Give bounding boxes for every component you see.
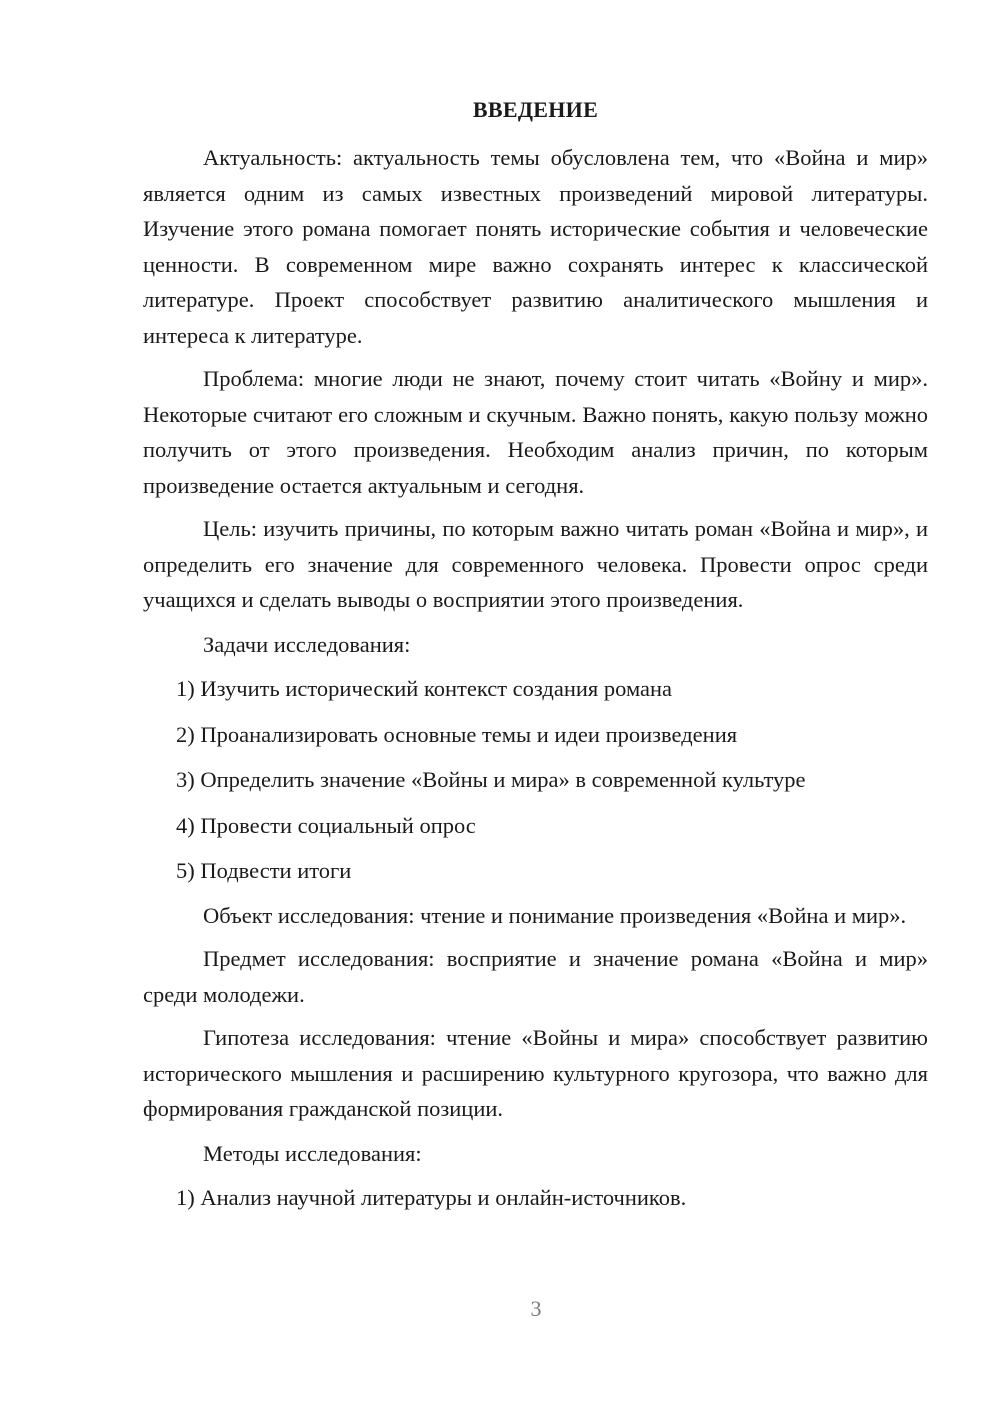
task-item-2: 2) Проанализировать основные темы и идеи произведения [176, 721, 738, 747]
task-item-5: 5) Подвести итоги [176, 858, 352, 883]
relevance-paragraph: Актуальность: актуальность темы обусловлена тем, что «Война и мир» является одним из самых известных произведений мировой литературы. Изучение этого романа помогает понять исторические события и человеческие ценности. В современном мире важно сохранять интерес к классической литературе. Проект способствует развитию аналитического мышления и интереса к литературе. [143, 145, 928, 348]
methods-list [143, 1180, 928, 1217]
subject-paragraph: Предмет исследования: восприятие и значение романа «Война и мир» среди молодежи. [143, 946, 928, 1007]
method-item-1: 1) Анализ научной литературы и онлайн-источников. [176, 1185, 687, 1210]
methods-heading: Методы исследования: [203, 1140, 422, 1166]
page-title: ВВЕДЕНИЕ [472, 97, 599, 122]
page-number: 3 [530, 1296, 542, 1321]
task-item-1: 1) Изучить исторический контекст создания романа [176, 676, 673, 701]
problem-paragraph: Проблема: многие люди не знают, почему стоит читать «Войну и мир». Некоторые считают его сложным и скучным. Важно понять, какую пользу можно получить от этого произведения. Необходим анализ причин, по которым произведение остается актуальным и сегодня. [143, 366, 928, 498]
goal-paragraph: Цель: изучить причины, по которым важно читать роман «Война и мир», и определить его значение для современного человека. Провести опрос среди учащихся и сделать выводы о восприятии этого произведения. [143, 516, 928, 612]
task-item-3: 3) Определить значение «Войны и мира» в современной культуре [176, 767, 806, 792]
task-item-4: 4) Провести социальный опрос [176, 812, 476, 838]
page-content [143, 92, 928, 1217]
object-paragraph: Объект исследования: чтение и понимание произведения «Война и мир». [203, 902, 907, 928]
tasks-heading: Задачи исследования: [203, 631, 411, 657]
tasks-list [143, 671, 928, 890]
hypothesis-paragraph: Гипотеза исследования: чтение «Войны и мира» способствует развитию исторического мышления и расширению культурного кругозора, что важно для формирования гражданской позиции. [143, 1025, 928, 1121]
